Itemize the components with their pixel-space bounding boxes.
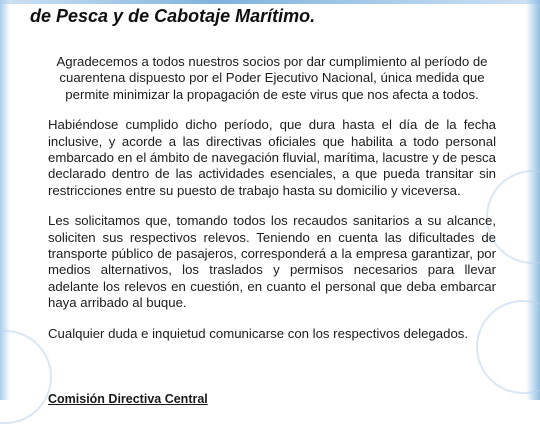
paragraph-contact: Cualquier duda e inquietud comunicarse con los respectivos delegados.	[48, 325, 469, 341]
paragraph-thanks: Agradecemos a todos nuestros socios por dar cumplimiento al período de cuarentena dispuesto por el Poder Ejecutivo Nacional, única medida que permite minimizar la propagación de este virus que nos afecta a todos.	[56, 54, 488, 102]
watermark-emblem	[0, 330, 52, 424]
signature-line: Comisión Directiva Central	[48, 392, 208, 406]
paragraph-period: Habiéndose cumplido dicho período, que dura hasta el día de la fecha inclusive, y acorde a las directivas oficiales que habilita a todo personal embarcado en el ámbito de navegación fluvial, marítima, lacustre y de pesca declarado dentro de las actividades esenciales, a que pueda transitar sin restricciones entre su puesto de trabajo hasta su domicilio y viceversa.	[48, 117, 496, 198]
decorative-frame-top	[0, 0, 540, 4]
document-body	[48, 54, 496, 356]
subtitle-line: de Pesca y de Cabotaje Marítimo.	[30, 6, 316, 26]
paragraph-relief-request: Les solicitamos que, tomando todos los recaudos sanitarios a su alcance, soliciten sus respectivos relevos. Teniendo en cuenta las dificultades de transporte público de pasajeros, corresponderá a la empresa garantizar, por medios alternativos, los traslados y permisos necesarios para llevar adelante los relevos en cuestión, en cuanto el personal que deba embarcar haya arribado al buque.	[48, 213, 496, 311]
